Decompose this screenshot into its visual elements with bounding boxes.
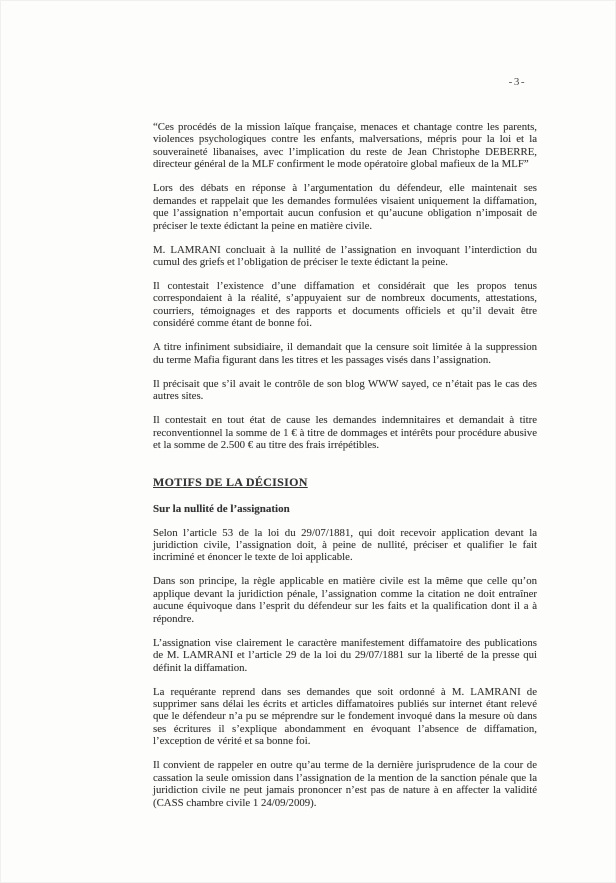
section-heading-motifs: MOTIFS DE LA DÉCISION bbox=[153, 474, 308, 489]
body-paragraph-nullite-conclusion: M. LAMRANI concluait à la nullité de l’assignation en invoquant l’interdiction du cumul des griefs et l’obligation de préciser le texte édictant la peine. bbox=[153, 243, 537, 269]
body-paragraph-contestation-diffamation: Il contestait l’existence d’une diffamation et considérait que les propos tenus correspondaient à la réalité, s’appuyaient sur de nombreux documents, attestations, courriers, témoignages et des rapports et documents officiels et qu’il devait être considéré comme étant de bonne foi. bbox=[153, 280, 537, 330]
body-paragraph-requerante: La requérante reprend dans ses demandes que soit ordonné à M. LAMRANI de supprimer sans délai les écrits et articles diffamatoires publiés sur internet étant relevé que le défendeur n’a pu se méprendre sur le fondement invoqué dans la mesure où dans ses écritures il s’explique abondamment en évoquant l’absence de diffamation, l’exception de vérité et sa bonne foi. bbox=[153, 685, 537, 748]
body-paragraph-subsidiaire: A titre infiniment subsidiaire, il demandait que la censure soit limitée à la suppression du terme Mafia figurant dans les titres et les passages visés dans l’assignation. bbox=[153, 341, 537, 366]
quote-paragraph: “Ces procédés de la mission laïque française, menaces et chantage contre les parents, violences psychologiques contre les enfants, malversations, mépris pour la loi et la souveraineté libanaises, avec l’implication du reste de Jean Christophe DEBERRE, directeur général de la MLF confirment le mode opératoire global mafieux de la MLF” bbox=[153, 121, 537, 171]
body-paragraph-article29: L’assignation vise clairement le caractère manifestement diffamatoire des publications de M. LAMRANI et l’article 29 de la loi du 29/07/1881 sur la liberté de la presse qui définit la diffamation. bbox=[153, 636, 537, 674]
body-paragraph-jurisprudence: Il convient de rappeler en outre qu’au terme de la dernière jurisprudence de la cour de cassation la seule omission dans l’assignation de la mention de la sanction pénale que la juridiction civile ne peut jamais prononcer n’est pas de nature à en affecter la validité (CASS chambre civile 1 24/09/2009). bbox=[153, 759, 537, 809]
body-paragraph-blog: Il précisait que s’il avait le contrôle de son blog WWW sayed, ce n’était pas le cas des autres sites. bbox=[153, 377, 537, 403]
subsection-heading-nullite: Sur la nullité de l’assignation bbox=[153, 502, 290, 515]
document-body bbox=[153, 121, 537, 821]
body-paragraph-indemnitaires: Il contestait en tout état de cause les demandes indemnitaires et demandait à titre reconventionnel la somme de 1 € à titre de dommages et intérêts pour procédure abusive et la somme de 2.500 € au titre des frais irrépétibles. bbox=[153, 414, 537, 452]
body-paragraph-article53: Selon l’article 53 de la loi du 29/07/1881, qui doit recevoir application devant la juridiction civile, l’assignation doit, à peine de nullité, préciser et qualifier le fait incriminé et énoncer le texte de loi applicable. bbox=[153, 526, 537, 564]
body-paragraph-principe: Dans son principe, la règle applicable en matière civile est la même que celle qu’on applique devant la juridiction pénale, l’assignation comme la citation ne doit entraîner aucune équivoque dans l’esprit du défendeur sur les faits et la qualification dont il a à répondre. bbox=[153, 575, 537, 625]
body-paragraph-debats: Lors des débats en réponse à l’argumentation du défendeur, elle maintenait ses demandes et rappelait que les demandes formulées visaient uniquement la diffamation, que l’assignation n’emportait aucun confusion et qu’aucune obligation n’imposait de préciser le texte édictant la peine en matière civile. bbox=[153, 182, 537, 232]
page-number: -3- bbox=[508, 76, 526, 88]
